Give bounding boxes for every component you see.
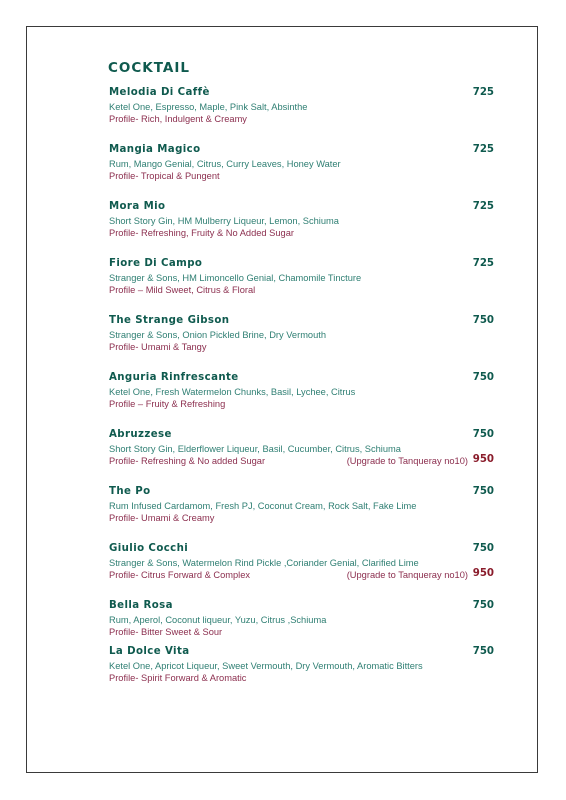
item-ingredients: Ketel One, Apricot Liqueur, Sweet Vermouth, Dry Vermouth, Aromatic Bitters	[109, 661, 423, 671]
item-profile: Profile – Mild Sweet, Citrus & Floral	[109, 285, 256, 295]
item-ingredients: Rum, Mango Genial, Citrus, Curry Leaves, Honey Water	[109, 159, 341, 169]
item-name: Fiore Di Campo	[109, 258, 203, 269]
item-profile: Profile- Umami & Tangy	[109, 342, 207, 352]
item-profile: Profile- Tropical & Pungent	[109, 171, 220, 181]
item-name: Bella Rosa	[109, 600, 173, 611]
upgrade-note: (Upgrade to Tanqueray no10)	[346, 456, 468, 466]
upgrade-price: 950	[472, 454, 494, 465]
item-ingredients: Stranger & Sons, Onion Pickled Brine, Dry Vermouth	[109, 330, 327, 340]
item-ingredients: Stranger & Sons, Watermelon Rind Pickle ,Coriander Genial, Clarified Lime	[109, 558, 419, 568]
item-name: La Dolce Vita	[109, 646, 190, 657]
item-name: Anguria Rinfrescante	[109, 372, 239, 383]
item-name: The Po	[109, 486, 151, 497]
item-name: Abruzzese	[109, 429, 172, 440]
item-price: 725	[472, 144, 494, 155]
item-price: 725	[472, 201, 494, 212]
upgrade-price: 950	[472, 568, 494, 579]
item-price: 725	[472, 87, 494, 98]
item-profile: Profile- Refreshing, Fruity & No Added Sugar	[109, 228, 294, 238]
item-ingredients: Short Story Gin, Elderflower Liqueur, Basil, Cucumber, Citrus, Schiuma	[109, 444, 401, 454]
item-price: 750	[472, 600, 494, 611]
item-name: Melodia Di Caffè	[109, 87, 210, 98]
item-price: 750	[472, 429, 494, 440]
upgrade-note: (Upgrade to Tanqueray no10)	[346, 570, 468, 580]
item-profile: Profile- Spirit Forward & Aromatic	[109, 673, 247, 683]
item-profile: Profile- Citrus Forward & Complex	[109, 570, 251, 580]
item-ingredients: Short Story Gin, HM Mulberry Liqueur, Lemon, Schiuma	[109, 216, 339, 226]
item-ingredients: Ketel One, Fresh Watermelon Chunks, Basil, Lychee, Citrus	[109, 387, 356, 397]
item-ingredients: Rum Infused Cardamom, Fresh PJ, Coconut Cream, Rock Salt, Fake Lime	[109, 501, 417, 511]
item-price: 750	[472, 372, 494, 383]
item-price: 725	[472, 258, 494, 269]
item-profile: Profile- Rich, Indulgent & Creamy	[109, 114, 247, 124]
item-price: 750	[472, 646, 494, 657]
item-ingredients: Ketel One, Espresso, Maple, Pink Salt, Absinthe	[109, 102, 308, 112]
item-name: Mora Mio	[109, 201, 166, 212]
section-title: COCKTAIL	[108, 60, 190, 76]
item-name: The Strange Gibson	[109, 315, 230, 326]
item-profile: Profile- Umami & Creamy	[109, 513, 215, 523]
item-name: Giulio Cocchi	[109, 543, 189, 554]
item-profile: Profile – Fruity & Refreshing	[109, 399, 226, 409]
item-price: 750	[472, 315, 494, 326]
item-profile: Profile- Refreshing & No added Sugar	[109, 456, 266, 466]
item-price: 750	[472, 543, 494, 554]
item-ingredients: Rum, Aperol, Coconut liqueur, Yuzu, Citrus ,Schiuma	[109, 615, 327, 625]
item-profile: Profile- Bitter Sweet & Sour	[109, 627, 223, 637]
item-name: Mangia Magico	[109, 144, 201, 155]
item-ingredients: Stranger & Sons, HM Limoncello Genial, Chamomile Tincture	[109, 273, 362, 283]
item-price: 750	[472, 486, 494, 497]
